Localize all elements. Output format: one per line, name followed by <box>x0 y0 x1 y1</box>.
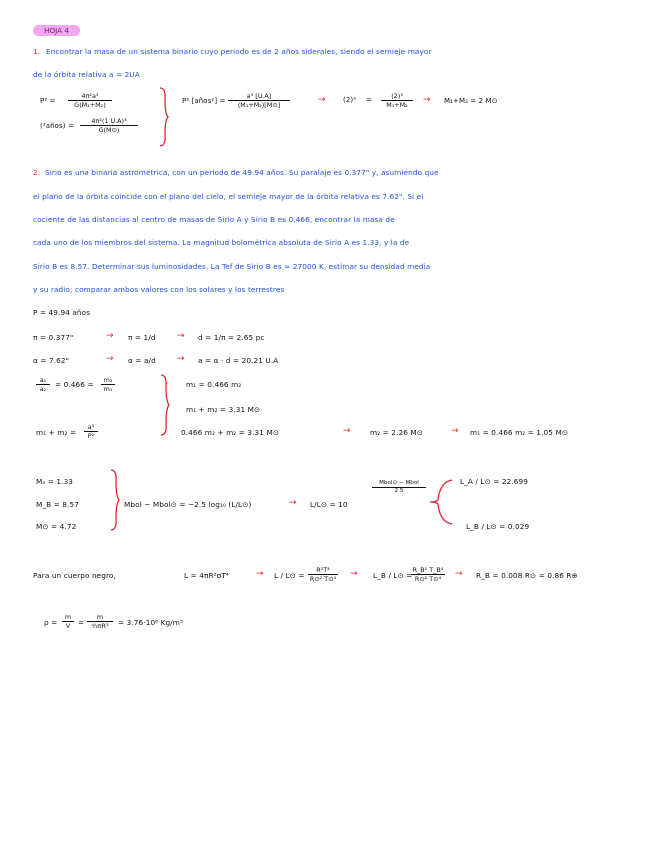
problem-2-line-2: el plano de la órbita coincide con el plano del cielo, el semieje mayor de la órbita relativa es 7.62". Si el <box>33 192 424 201</box>
sirius-b-denominator: R⊙² T⊙⁴ <box>414 575 442 583</box>
density-volume-numerator: m <box>87 613 113 622</box>
parallax-formula: π = 1/d <box>128 333 156 342</box>
kepler-law-sun: (²años) = <box>40 122 74 130</box>
mass-sum-formula: m₁ + m₂ = <box>36 428 77 437</box>
luminosity-a-result: L_A / L⊙ = 22.699 <box>460 477 528 486</box>
distance-ratio-value: = 0.466 = <box>55 380 94 389</box>
given-parallax: π = 0.377" <box>33 333 74 342</box>
arrow-icon: → <box>289 498 297 508</box>
radius-temp-numerator: R²T⁴ <box>308 566 338 575</box>
density-volume-denominator: ⁴⁄₃πR³ <box>91 622 109 630</box>
luminosity-exponent <box>372 480 426 495</box>
arrow-icon: → <box>256 569 264 579</box>
arrow-icon: → <box>350 569 358 579</box>
problem-1-brace <box>157 86 169 148</box>
problem-2-line-6: y su radio; comparar ambos valores con los solares y los terrestres <box>33 285 285 294</box>
sirius-b-fraction <box>411 566 445 583</box>
arrow-icon: → <box>106 354 114 364</box>
luminosity-ratio-label: L / L⊙ = <box>274 571 305 580</box>
luminosity-ratio-formula: L/L⊙ = 10 <box>310 500 348 509</box>
luminosity-exponent-numerator: Mbol⊙ − Mbol <box>372 480 426 488</box>
kepler-fraction-sun <box>80 117 138 134</box>
black-body-intro: Para un cuerpo negro, <box>33 571 116 580</box>
magnitude-sun: M⊙ = 4.72 <box>36 522 77 531</box>
problem-2-number: 2. <box>33 168 41 177</box>
angular-axis-formula: α = a/d <box>128 356 156 365</box>
given-period: P = 49.94 años <box>33 308 91 317</box>
arrow-icon: → <box>343 426 351 436</box>
arrow-icon: → <box>423 95 431 105</box>
arrow-icon: → <box>177 331 185 341</box>
problem-2-line-4: cada uno de los miembros del sistema. La magnitud bolométrica absoluta de Sirio A es 1.33, y la de <box>33 238 410 247</box>
substituted-numerator: (2)³ <box>381 92 413 101</box>
given-angular-axis: α = 7.62" <box>33 356 70 365</box>
kepler-sun-numerator: 4π²(1 U.A)³ <box>80 117 138 126</box>
density-label: ρ = <box>44 618 58 627</box>
magnitude-a: Mₐ = 1.33 <box>36 477 74 486</box>
problem-2-line-5: Sirio B es 8.57. Determinar sus luminosidades. La Tef de Sirio B es ≈ 27000 K, estimar su densidad media <box>33 262 431 271</box>
page-tag: HOJA 4 <box>33 25 80 36</box>
mass-2-result: m₂ = 2.26 M⊙ <box>370 428 423 437</box>
mass-sum-numerator: a³ <box>84 423 98 432</box>
luminosity-split-brace <box>428 478 454 526</box>
distance-ratio-numerator: a₁ <box>36 376 50 385</box>
mass-sum-fraction <box>84 423 98 440</box>
substituted-equals: = <box>366 96 372 104</box>
density-fraction <box>62 613 74 630</box>
problem-1-line-1: Encontrar la masa de un sistema binario cuyo periodo es de 2 años siderales, siendo el semieje mayor <box>46 47 432 56</box>
radius-temp-fraction <box>308 566 338 583</box>
mass-system-brace <box>158 373 170 437</box>
kepler-law-general: P² = <box>40 97 56 105</box>
problem-1-number: 1. <box>33 47 41 56</box>
luminosity-b-result: L_B / L⊙ = 0.029 <box>466 522 530 531</box>
density-result: = 3.76·10⁶ Kg/m³ <box>118 618 184 627</box>
substituted-fraction <box>381 92 413 109</box>
semi-major-axis-result: a = α · d = 20.21 U.A <box>198 356 279 365</box>
problem-1-result: M₁+M₂ = 2 M⊙ <box>444 97 498 105</box>
magnitudes-brace <box>108 468 120 532</box>
density-denominator: V <box>65 622 71 630</box>
arrow-icon: → <box>106 331 114 341</box>
mass-ratio-fraction <box>101 376 115 393</box>
distance-ratio-fraction <box>36 376 50 393</box>
kepler-general-denominator: G(M₁+M₂) <box>74 101 106 109</box>
kepler-units-numerator: a³ [U.A] <box>228 92 290 101</box>
kepler-fraction-general <box>68 92 112 109</box>
arrow-icon: → <box>451 426 459 436</box>
kepler-fraction-units <box>228 92 290 109</box>
mass-1-result: m₁ = 0.466 m₂ = 1.05 M⊙ <box>470 428 569 437</box>
mass-relation: m₁ = 0.466 m₂ <box>186 380 242 389</box>
kepler-general-numerator: 4π²a³ <box>68 92 112 101</box>
substituted-denominator: M₁+M₂ <box>386 101 408 109</box>
sirius-b-luminosity-label: L_B / L⊙ = <box>373 571 413 580</box>
mass-equation: 0.466 m₂ + m₂ = 3.31 M⊙ <box>181 428 280 437</box>
mass-sum-denominator: P² <box>87 432 95 440</box>
density-volume-fraction <box>87 613 113 630</box>
mass-ratio-denominator: m₁ <box>103 385 113 393</box>
total-mass: m₁ + m₂ = 3.31 M⊙ <box>186 405 261 414</box>
sirius-b-numerator: R_B² T_B⁴ <box>412 566 444 574</box>
kepler-law-units: P² [años²] = <box>182 97 226 105</box>
problem-2-line-1: Sirio es una binaria astrométrica, con un periodo de 49.94 años. Su paralaje es 0.377" y, asumiendo que <box>45 168 439 177</box>
distance-ratio-denominator: a₂ <box>39 385 47 393</box>
luminosity-exponent-denominator: 2.5 <box>394 488 404 494</box>
arrow-icon: → <box>318 95 326 105</box>
kepler-units-denominator: (M₁+M₂)[M⊙] <box>237 101 281 109</box>
radius-temp-denominator: R⊙² T⊙⁴ <box>309 575 337 583</box>
stefan-boltzmann-law: L = 4πR²σT⁴ <box>184 571 229 580</box>
problem-2-line-3: cociente de las distancias al centro de masas de Sirio A y Sirio B es 0.466, encontrar la masa de <box>33 215 395 224</box>
sirius-b-radius-result: R_B = 0.008 R⊙ = 0.86 R⊕ <box>476 571 578 580</box>
problem-1-line-2: de la órbita relativa a = 2UA <box>33 70 140 79</box>
magnitude-luminosity-formula: Mbol − Mbol⊙ = −2.5 log₁₀ (L/L⊙) <box>124 500 252 509</box>
magnitude-b: M_B = 8.57 <box>36 500 79 509</box>
density-numerator: m <box>62 613 74 622</box>
density-equals: = <box>78 618 85 627</box>
kepler-sun-denominator: G(M⊙) <box>98 126 120 134</box>
distance-result: d = 1/π = 2.65 pc <box>198 333 265 342</box>
substituted-period: (2)² <box>343 96 357 104</box>
mass-ratio-numerator: m₂ <box>101 376 115 385</box>
arrow-icon: → <box>177 354 185 364</box>
arrow-icon: → <box>455 569 463 579</box>
